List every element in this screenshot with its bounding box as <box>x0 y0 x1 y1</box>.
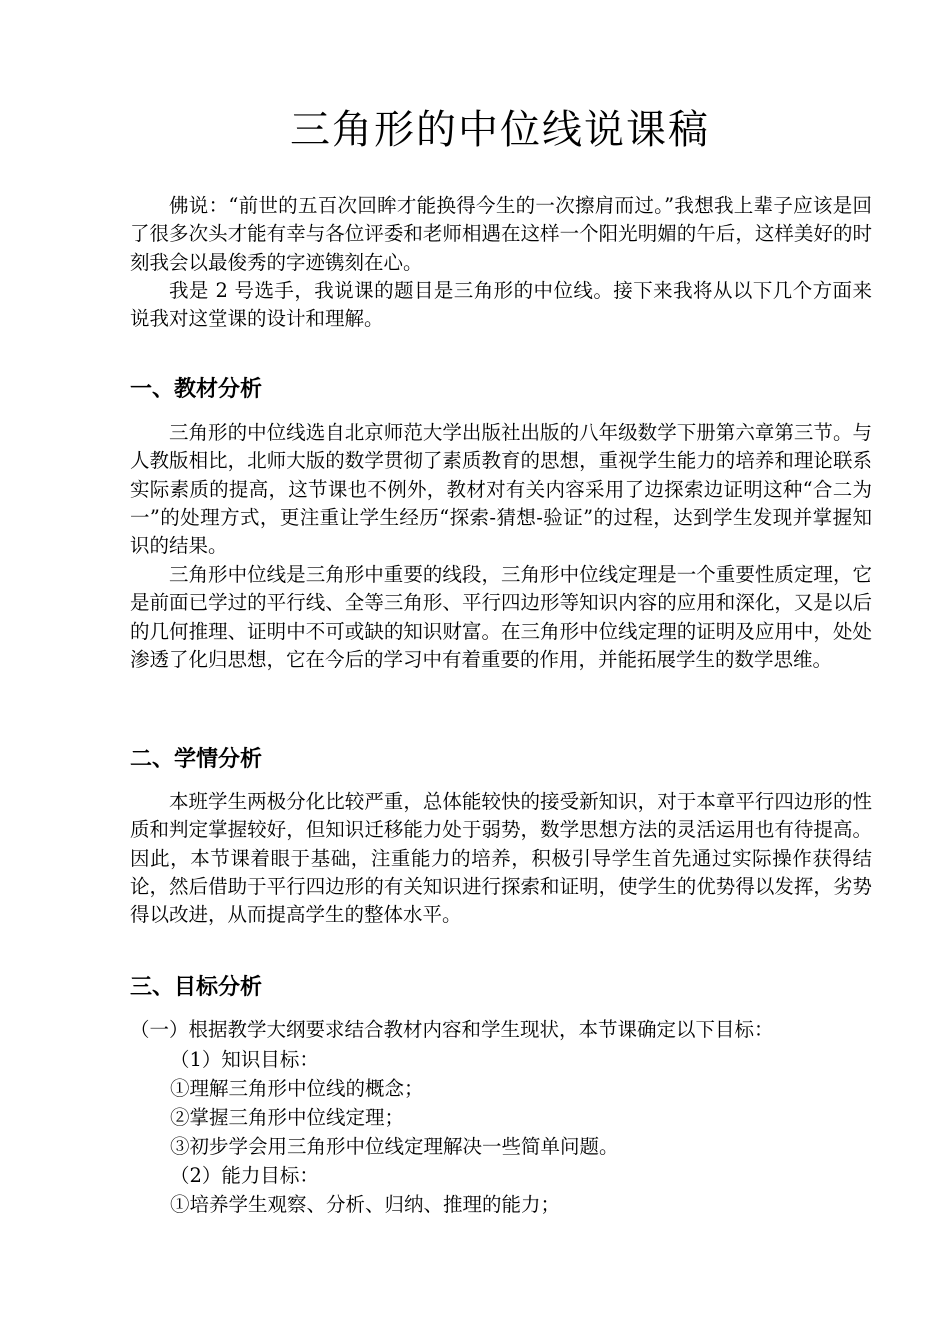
section-heading-goal-analysis: 三、目标分析 <box>130 975 263 1000</box>
goal-knowledge-item-1: ①理解三角形中位线的概念； <box>170 1077 424 1100</box>
intro-paragraph-2: 我是 2 号选手，我说课的题目是三角形的中位线。接下来我将从以下几个方面来说我对这堂课的设计和理解。 <box>130 279 872 331</box>
section-heading-student-analysis: 二、学情分析 <box>130 747 263 772</box>
student-analysis-paragraph: 本班学生两极分化比较严重，总体能较快的接受新知识，对于本章平行四边形的性质和判定掌握较好，但知识迁移能力处于弱势，数学思想方法的灵活运用也有待提高。因此，本节课着眼于基础，注重能力的培养，积极引导学生首先通过实际操作获得结论，然后借助于平行四边形的有关知识进行探索和证明，使学生的优势得以发挥，劣势得以改进，从而提高学生的整体水平。 <box>130 790 872 927</box>
goal-knowledge-item-2: ②掌握三角形中位线定理； <box>170 1106 405 1129</box>
section-heading-textbook-analysis: 一、教材分析 <box>130 377 263 402</box>
goal-intro-line: （一）根据教学大纲要求结合教材内容和学生现状，本节课确定以下目标： <box>130 1018 774 1041</box>
goal-knowledge-item-3: ③初步学会用三角形中位线定理解决一些简单问题。 <box>170 1135 619 1158</box>
textbook-analysis-paragraph-2: 三角形中位线是三角形中重要的线段，三角形中位线定理是一个重要性质定理，它是前面已学过的平行线、全等三角形、平行四边形等知识内容的应用和深化，又是以后的几何推理、证明中不可或缺的知识财富。在三角形中位线定理的证明及应用中，处处渗透了化归思想，它在今后的学习中有着重要的作用，并能拓展学生的数学思维。 <box>130 563 872 671</box>
textbook-analysis-paragraph-1: 三角形的中位线选自北京师范大学出版社出版的八年级数学下册第六章第三节。与人教版相比，北师大版的数学贯彻了素质教育的思想，重视学生能力的培养和理论联系实际素质的提高，这节课也不例外，教材对有关内容采用了边探索边证明这种“合二为一”的处理方式，更注重让学生经历“探索-猜想-验证”的过程，达到学生发现并掌握知识的结果。 <box>130 421 872 558</box>
goal-ability-item-1: ①培养学生观察、分析、归纳、推理的能力； <box>170 1193 561 1216</box>
document-title: 三角形的中位线说课稿 <box>290 107 710 153</box>
goal-ability-heading: （2）能力目标： <box>170 1164 319 1187</box>
goal-knowledge-heading: （1）知识目标： <box>170 1048 319 1071</box>
intro-paragraph-1: 佛说：“前世的五百次回眸才能换得今生的一次擦肩而过。”我想我上辈子应该是回了很多次头才能有幸与各位评委和老师相遇在这样一个阳光明媚的午后，这样美好的时刻我会以最俊秀的字迹镌刻在心。 <box>130 194 872 274</box>
